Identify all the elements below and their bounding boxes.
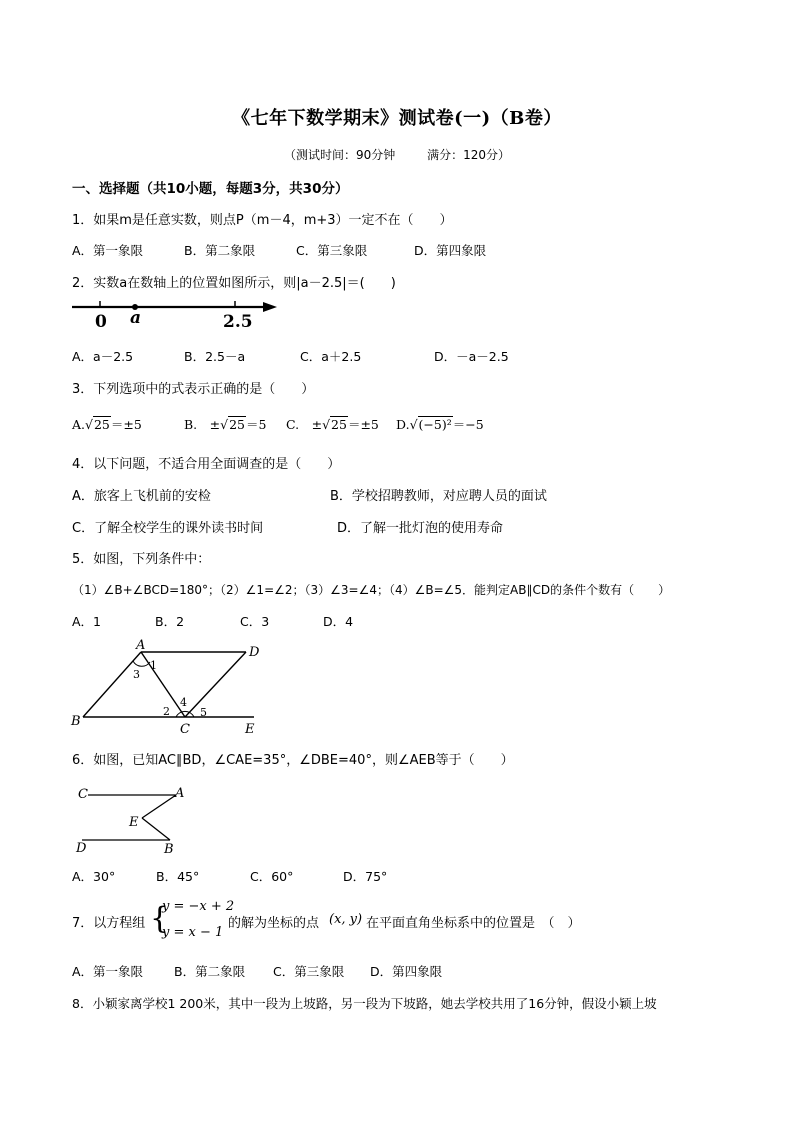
number-line-figure: [70, 296, 285, 332]
line-ae: [142, 795, 176, 818]
q6-option-a: A．30°: [72, 869, 116, 884]
q3-option-b: B. ±√25＝5: [184, 417, 267, 432]
q5-option-b: B．2: [155, 614, 185, 629]
q5-conditions: （1）∠B+∠BCD=180°；（2）∠1=∠2；（3）∠3=∠4；（4）∠B=∠5．能判定AB∥CD的条件个数有（ ）: [72, 583, 671, 597]
test-info: [0, 146, 794, 163]
q7-equation-2: y = x − 1: [162, 925, 224, 940]
full-score: 满分：120分）: [427, 148, 510, 162]
label-C: C: [180, 722, 190, 737]
q7-suffix-1: 的解为坐标的点: [228, 916, 320, 931]
q1-option-d: D．第四象限: [414, 243, 487, 258]
test-time: （测试时间：90分钟: [283, 148, 396, 162]
q7-suffix-2: 在平面直角坐标系中的位置是 （ ）: [366, 916, 581, 931]
number-line-arrow: [263, 302, 277, 312]
line-cd: [185, 652, 246, 717]
q2-option-c: C．a＋2.5: [300, 349, 362, 364]
q5-option-c: C．3: [240, 614, 270, 629]
q7-option-d: D．第四象限: [370, 964, 443, 979]
system-brace: {: [150, 901, 170, 936]
q7-equation-1: y = −x + 2: [162, 899, 235, 914]
q5-option-d: D．4: [323, 614, 354, 629]
line-ab: [83, 652, 141, 717]
q6-stem: 6．如图，已知AC∥BD，∠CAE=35°，∠DBE=40°，则∠AEB等于（ ）: [72, 753, 514, 768]
q2-option-a: A．a－2.5: [72, 349, 134, 364]
label-A: A: [136, 638, 146, 653]
parallel-lines-figure: [70, 780, 200, 860]
page-title: 《七年下数学期末》测试卷(一)（B卷）: [232, 108, 562, 129]
q1-stem: 1．如果m是任意实数，则点P（m－4，m+3）一定不在（ ）: [72, 213, 453, 228]
q2-option-d: D．－a－2.5: [434, 349, 509, 364]
label-E: E: [245, 722, 255, 737]
label-4: 4: [180, 696, 187, 709]
q5-stem: 5．如图，下列条件中：: [72, 552, 211, 567]
label-B: B: [71, 714, 81, 729]
q3-option-d: D.√(−5)²＝−5: [396, 417, 484, 432]
q3-option-a: A.√25＝±5: [72, 417, 142, 432]
label-D: D: [76, 841, 87, 856]
q7-option-c: C．第三象限: [273, 964, 345, 979]
label-zero: 0: [95, 312, 107, 332]
q4-option-c: C．了解全校学生的课外读书时间: [72, 521, 264, 536]
label-D: D: [249, 645, 260, 660]
q1-option-c: C．第三象限: [296, 243, 368, 258]
q7-option-b: B．第二象限: [174, 964, 246, 979]
q4-option-a: A．旅客上飞机前的安检: [72, 489, 211, 504]
label-1: 1: [150, 659, 157, 672]
q4-stem: 4．以下问题，不适合用全面调查的是（ ）: [72, 457, 341, 472]
q2-stem: 2．实数a在数轴上的位置如图所示，则|a－2.5|＝( ): [72, 276, 396, 291]
q6-option-b: B．45°: [156, 869, 200, 884]
parallelogram-figure: [66, 636, 276, 740]
label-B: B: [164, 842, 174, 857]
label-5: 5: [200, 706, 207, 719]
q2-option-b: B．2.5－a: [184, 349, 246, 364]
label-E: E: [129, 815, 139, 830]
line-eb: [142, 818, 170, 840]
q7-point: (x, y): [329, 912, 363, 927]
section-heading: 一、选择题（共10小题，每题3分，共30分）: [72, 181, 349, 197]
label-2: 2: [163, 705, 170, 718]
q4-option-d: D．了解一批灯泡的使用寿命: [337, 521, 504, 536]
q4-option-b: B．学校招聘教师，对应聘人员的面试: [330, 489, 547, 504]
q8-stem: 8．小颖家离学校1 200米，其中一段为上坡路，另一段为下坡路，她去学校共用了16分钟，假设小颖上坡: [72, 996, 657, 1011]
q3-option-c: C. ±√25＝±5: [286, 417, 379, 432]
label-a: a: [130, 308, 142, 328]
label-3: 3: [133, 668, 140, 681]
label-A: A: [175, 786, 185, 801]
q7-option-a: A．第一象限: [72, 964, 144, 979]
q3-stem: 3．下列选项中的式表示正确的是（ ）: [72, 382, 315, 397]
q5-option-a: A．1: [72, 614, 102, 629]
label-2-5: 2.5: [223, 312, 253, 332]
q6-option-c: C．60°: [250, 869, 294, 884]
label-C: C: [78, 787, 88, 802]
q6-option-d: D．75°: [343, 869, 388, 884]
q1-option-b: B．第二象限: [184, 243, 256, 258]
q7-prefix: 7．以方程组: [72, 916, 146, 931]
q1-option-a: A．第一象限: [72, 243, 144, 258]
